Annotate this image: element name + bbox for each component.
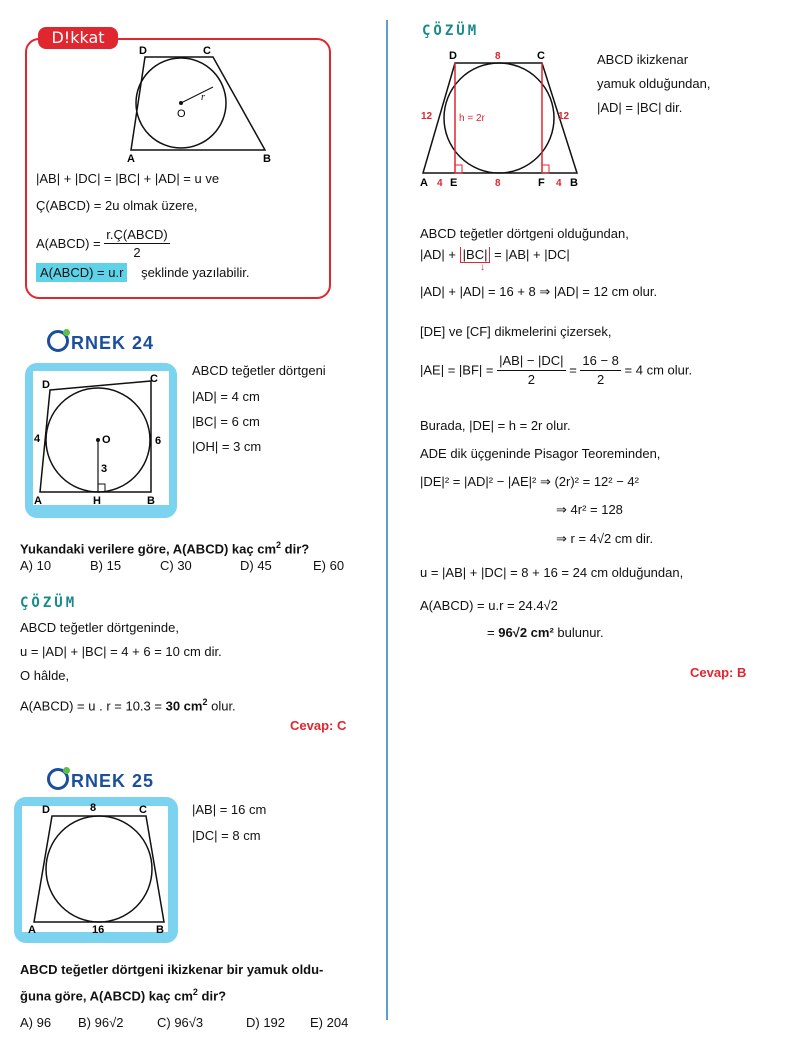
svg-text:16: 16 (92, 924, 105, 936)
cozum25-l9: ⇒ 4r² = 128 (556, 502, 623, 517)
cozum24-line-2: O hâlde, (20, 668, 70, 683)
label-B: B (263, 153, 271, 165)
dikkat-line2: Ç(ABCD) = 2u olmak üzere, (36, 198, 198, 213)
svg-text:C: C (537, 50, 545, 62)
cozum25-l6: Burada, |DE| = h = 2r olur. (420, 418, 571, 433)
svg-text:12: 12 (421, 111, 433, 122)
ornek24-question: Yukandaki verilere göre, A(ABCD) kaç $cm^2$ dir? (20, 540, 310, 557)
dikkat-line4: A(ABCD) = u.r şeklinde yazılabilir. (36, 265, 249, 281)
ornek24-option-b: B) 15 (90, 558, 122, 573)
cozum25-figure (415, 45, 590, 195)
cozum25-l11: u = |AB| + |DC| = 8 + 16 = 24 cm olduğundan, (420, 565, 684, 580)
svg-text:12: 12 (558, 111, 570, 122)
label-r: r (201, 92, 205, 103)
dikkat-line1: |AB| + |DC| = |BC| + |AD| = u ve (36, 171, 220, 186)
svg-text:D: D (449, 50, 457, 62)
cozum25-answer: Cevap: B (690, 665, 747, 680)
svg-text:8: 8 (90, 802, 97, 814)
svg-text:E: E (450, 177, 458, 189)
cozum24-answer: Cevap: C (290, 718, 347, 733)
svg-text:h = 2r: h = 2r (459, 113, 485, 124)
column-divider (386, 20, 388, 1020)
label-A: A (127, 153, 135, 165)
cozum24-line-0: ABCD teğetler dörtgeninde, (20, 620, 179, 635)
cozum25-l13: = 96√2 cm² bulunur. (487, 625, 604, 640)
label-C: C (203, 45, 211, 57)
ornek25-option-c: C) 96√3 (157, 1015, 204, 1030)
ornek25-given-0: |AB| = 16 cm (192, 802, 267, 817)
svg-text:A: A (420, 177, 428, 189)
svg-text:8: 8 (495, 178, 501, 189)
ornek24-option-d: D) 45 (240, 558, 272, 573)
svg-text:H: H (93, 495, 101, 507)
cozum24-title: ÇÖZÜM (20, 595, 78, 611)
ornek25-option-b: B) 96√2 (78, 1015, 124, 1030)
ornek24-option-a: A) 10 (20, 558, 52, 573)
ornek24-given-0: ABCD teğetler dörtgeni (192, 363, 326, 378)
dikkat-tab: D!kkat (38, 27, 118, 49)
ornek25-option-d: D) 192 (246, 1015, 286, 1030)
svg-text:B: B (147, 495, 155, 507)
ornek25-option-a: A) 96 (20, 1015, 52, 1030)
ornek25-title: RNEK 25 (47, 768, 154, 792)
svg-text:O: O (102, 434, 111, 446)
dikkat-line3: A(ABCD) = $\frac{\text{r.Ç(ABCD)}}{2}$ (36, 227, 168, 260)
ornek25-given-1: |DC| = 8 cm (192, 828, 261, 843)
svg-text:C: C (150, 373, 158, 385)
svg-text:C: C (139, 804, 147, 816)
cozum25-l12: A(ABCD) = u.r = 24.4√2 (420, 598, 558, 613)
cozum25-title: ÇÖZÜM (422, 23, 480, 39)
cozum25-l4: [DE] ve [CF] dikmelerini çizersek, (420, 324, 612, 339)
svg-text:F: F (538, 177, 545, 189)
svg-text:4: 4 (34, 433, 41, 445)
cozum25-l10: ⇒ r = 4√2 cm dir. (556, 531, 654, 546)
cozum25-l5: |AE| = |BF| = $\frac{|AB| - |DC|}{2}$ = $\frac{16 - 8}{2}$ = 4 cm olur. (420, 353, 693, 387)
svg-text:D: D (42, 379, 50, 391)
cozum24-result: A(ABCD) = u . r = 10.3 = 30 $cm^2$ olur. (20, 697, 236, 714)
highlight-formula: A(ABCD) = u.r (36, 263, 127, 282)
cozum25-l7: ADE dik üçgeninde Pisagor Teoreminden, (420, 446, 661, 461)
label-O: O (177, 108, 186, 120)
svg-text:3: 3 (101, 463, 108, 475)
svg-text:8: 8 (495, 51, 501, 62)
ornek24-given-2: |BC| = 6 cm (192, 414, 260, 429)
svg-text:4: 4 (556, 178, 562, 189)
ornek-logo-icon (47, 330, 69, 352)
cozum25-l1: ABCD teğetler dörtgeni olduğundan, (420, 226, 629, 241)
svg-text:B: B (156, 924, 164, 936)
ornek25-option-e: E) 204 (310, 1015, 349, 1030)
cozum25-side-2: |AD| = |BC| dir. (597, 100, 683, 115)
ornek24-title: RNEK 24 (47, 330, 154, 354)
ornek24-figure (30, 368, 172, 508)
ornek24-option-e: E) 60 (313, 558, 345, 573)
cozum25-side-0: ABCD ikizkenar (597, 52, 689, 67)
cozum25-side-1: yamuk olduğundan, (597, 76, 711, 91)
cozum25-l3: |AD| + |AD| = 16 + 8 ⇒ |AD| = 12 cm olur. (420, 284, 658, 299)
ornek25-question-line2: ğuna göre, A(ABCD) kaç $cm^2$ dir? (20, 987, 227, 1004)
cozum25-l8: |DE|² = |AD|² − |AE|² ⇒ (2r)² = 12² − 4² (420, 474, 639, 489)
ornek25-figure (22, 800, 172, 940)
svg-text:A: A (34, 495, 42, 507)
dikkat-trapezoid-figure (115, 42, 295, 167)
svg-text:A: A (28, 924, 36, 936)
svg-text:D: D (42, 804, 50, 816)
svg-text:6: 6 (155, 435, 162, 447)
ornek25-question-line1: ABCD teğetler dörtgeni ikizkenar bir yamuk oldu- (20, 962, 324, 977)
cozum25-l2: |AD| + |BC| = |AB| + |DC| (420, 247, 570, 262)
ornek-logo-icon (47, 768, 69, 790)
label-D: D (139, 45, 147, 57)
cozum24-line-1: u = |AD| + |BC| = 4 + 6 = 10 cm dir. (20, 644, 222, 659)
ornek24-option-c: C) 30 (160, 558, 192, 573)
ornek24-given-3: |OH| = 3 cm (192, 439, 262, 454)
ornek24-given-1: |AD| = 4 cm (192, 389, 260, 404)
svg-text:B: B (570, 177, 578, 189)
arrow-down-icon: ↓ (480, 262, 485, 273)
svg-text:4: 4 (437, 178, 443, 189)
